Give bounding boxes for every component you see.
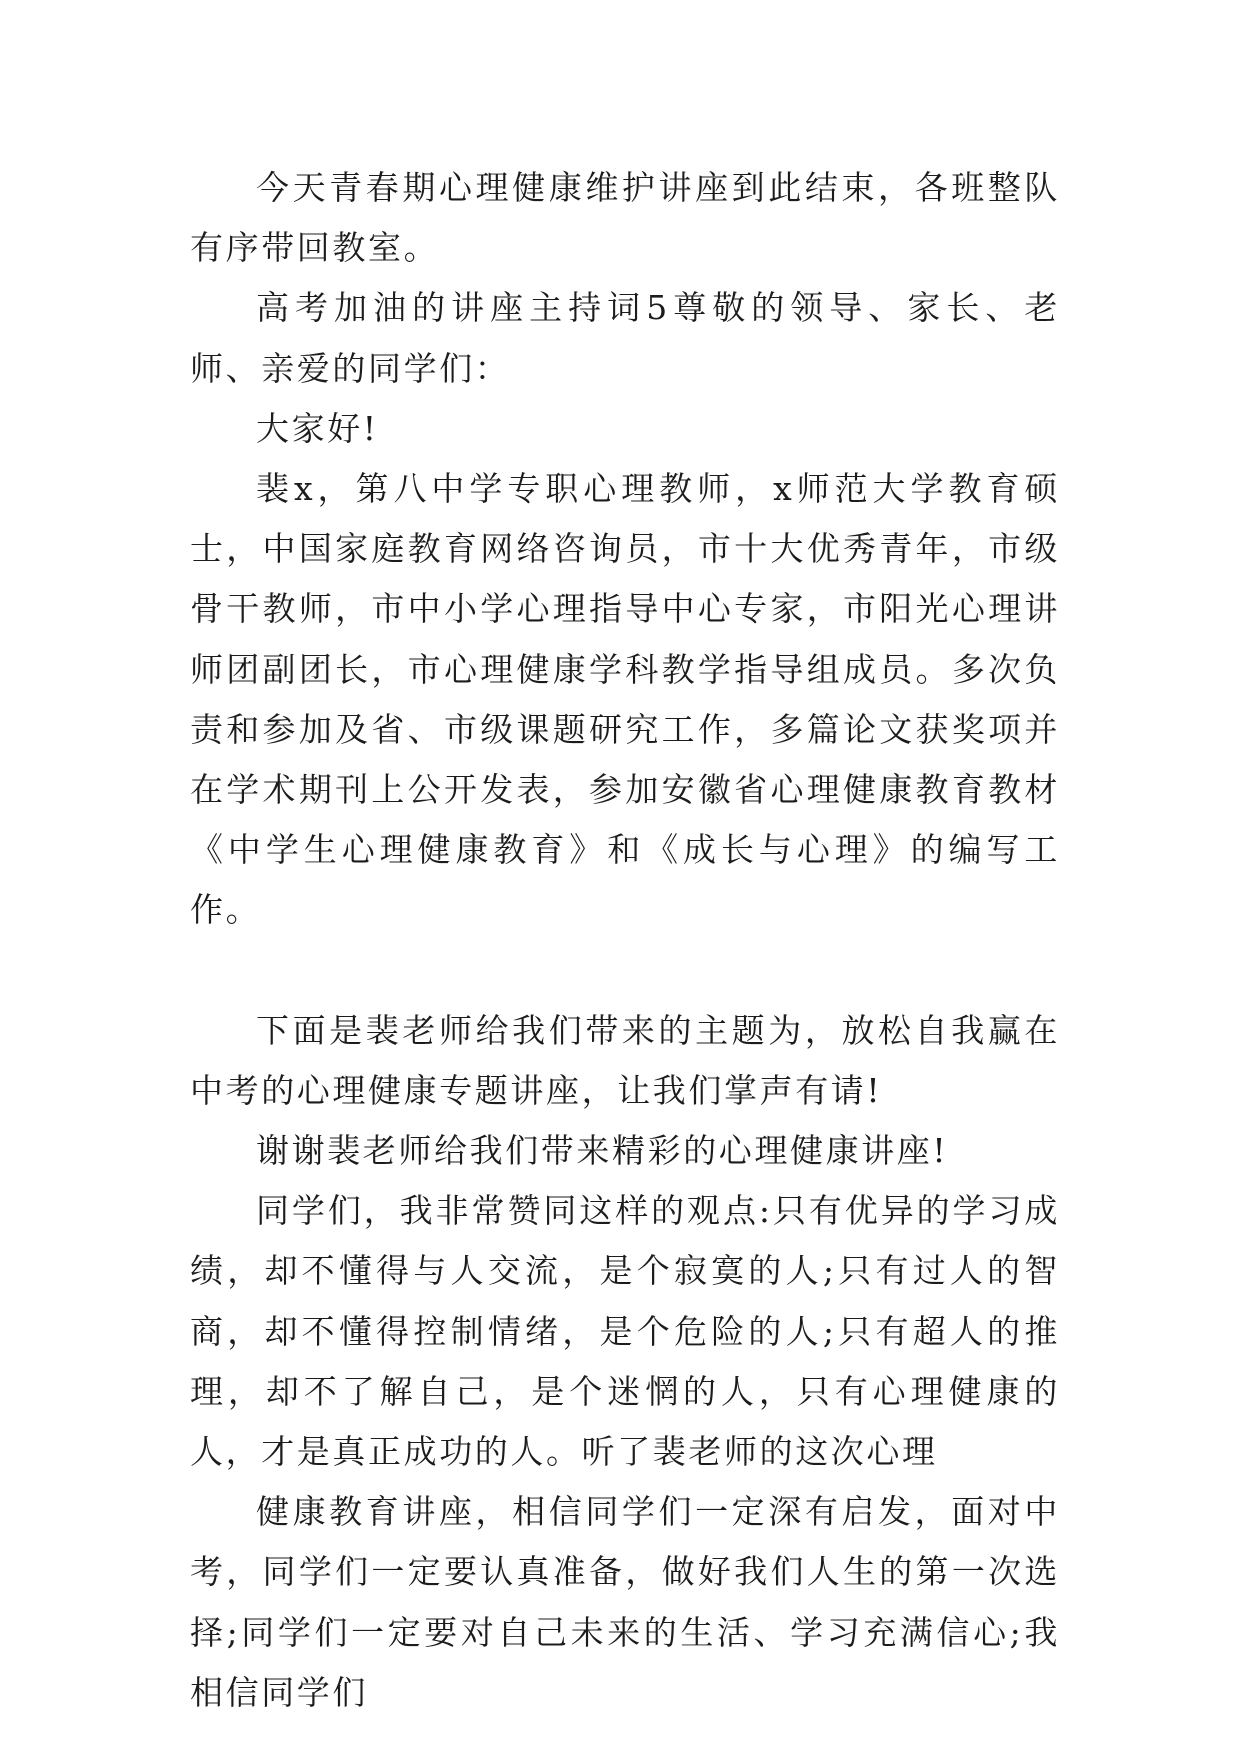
- document-body: [190, 158, 1060, 1723]
- paragraph-thanks: 谢谢裴老师给我们带来精彩的心理健康讲座!: [256, 1131, 949, 1171]
- paragraph-greeting: 大家好!: [256, 408, 379, 448]
- paragraph-speaker-intro: 裴x，第八中学专职心理教师，x师范大学教育硕士，中国家庭教育网络咨询员，市十大优秀青年，市级骨干教师，市中小学心理指导中心专家，市阳光心理讲师团副团长，市心理健康学科教学指导组成员。多次负责和参加及省、市级课题研究工作，多篇论文获奖项并在学术期刊上公开发表，参加安徽省心理健康教育教材《中学生心理健康教育》和《成长与心理》的编写工作。: [190, 469, 1060, 930]
- paragraph-lecture-topic: 下面是裴老师给我们带来的主题为，放松自我赢在中考的心理健康专题讲座，让我们掌声有请!: [190, 1010, 1060, 1110]
- paragraph-closing-announcement: 今天青春期心理健康维护讲座到此结束，各班整队有序带回教室。: [190, 168, 1060, 268]
- paragraph-speech-title: 高考加油的讲座主持词5尊敬的领导、家长、老师、亲爱的同学们：: [190, 288, 1060, 388]
- paragraph-viewpoint: 同学们，我非常赞同这样的观点:只有优异的学习成绩，却不懂得与人交流，是个寂寞的人;只有过人的智商，却不懂得控制情绪，是个危险的人;只有超人的推理，却不了解自己，是个迷惘的人，只有心理健康的人，才是真正成功的人。听了裴老师的这次心理: [190, 1191, 1060, 1472]
- paragraph-encouragement: 健康教育讲座，相信同学们一定深有启发，面对中考，同学们一定要认真准备，做好我们人生的第一次选择;同学们一定要对自己未来的生活、学习充满信心;我相信同学们: [190, 1492, 1060, 1712]
- paragraph-spacer: [190, 941, 1060, 1001]
